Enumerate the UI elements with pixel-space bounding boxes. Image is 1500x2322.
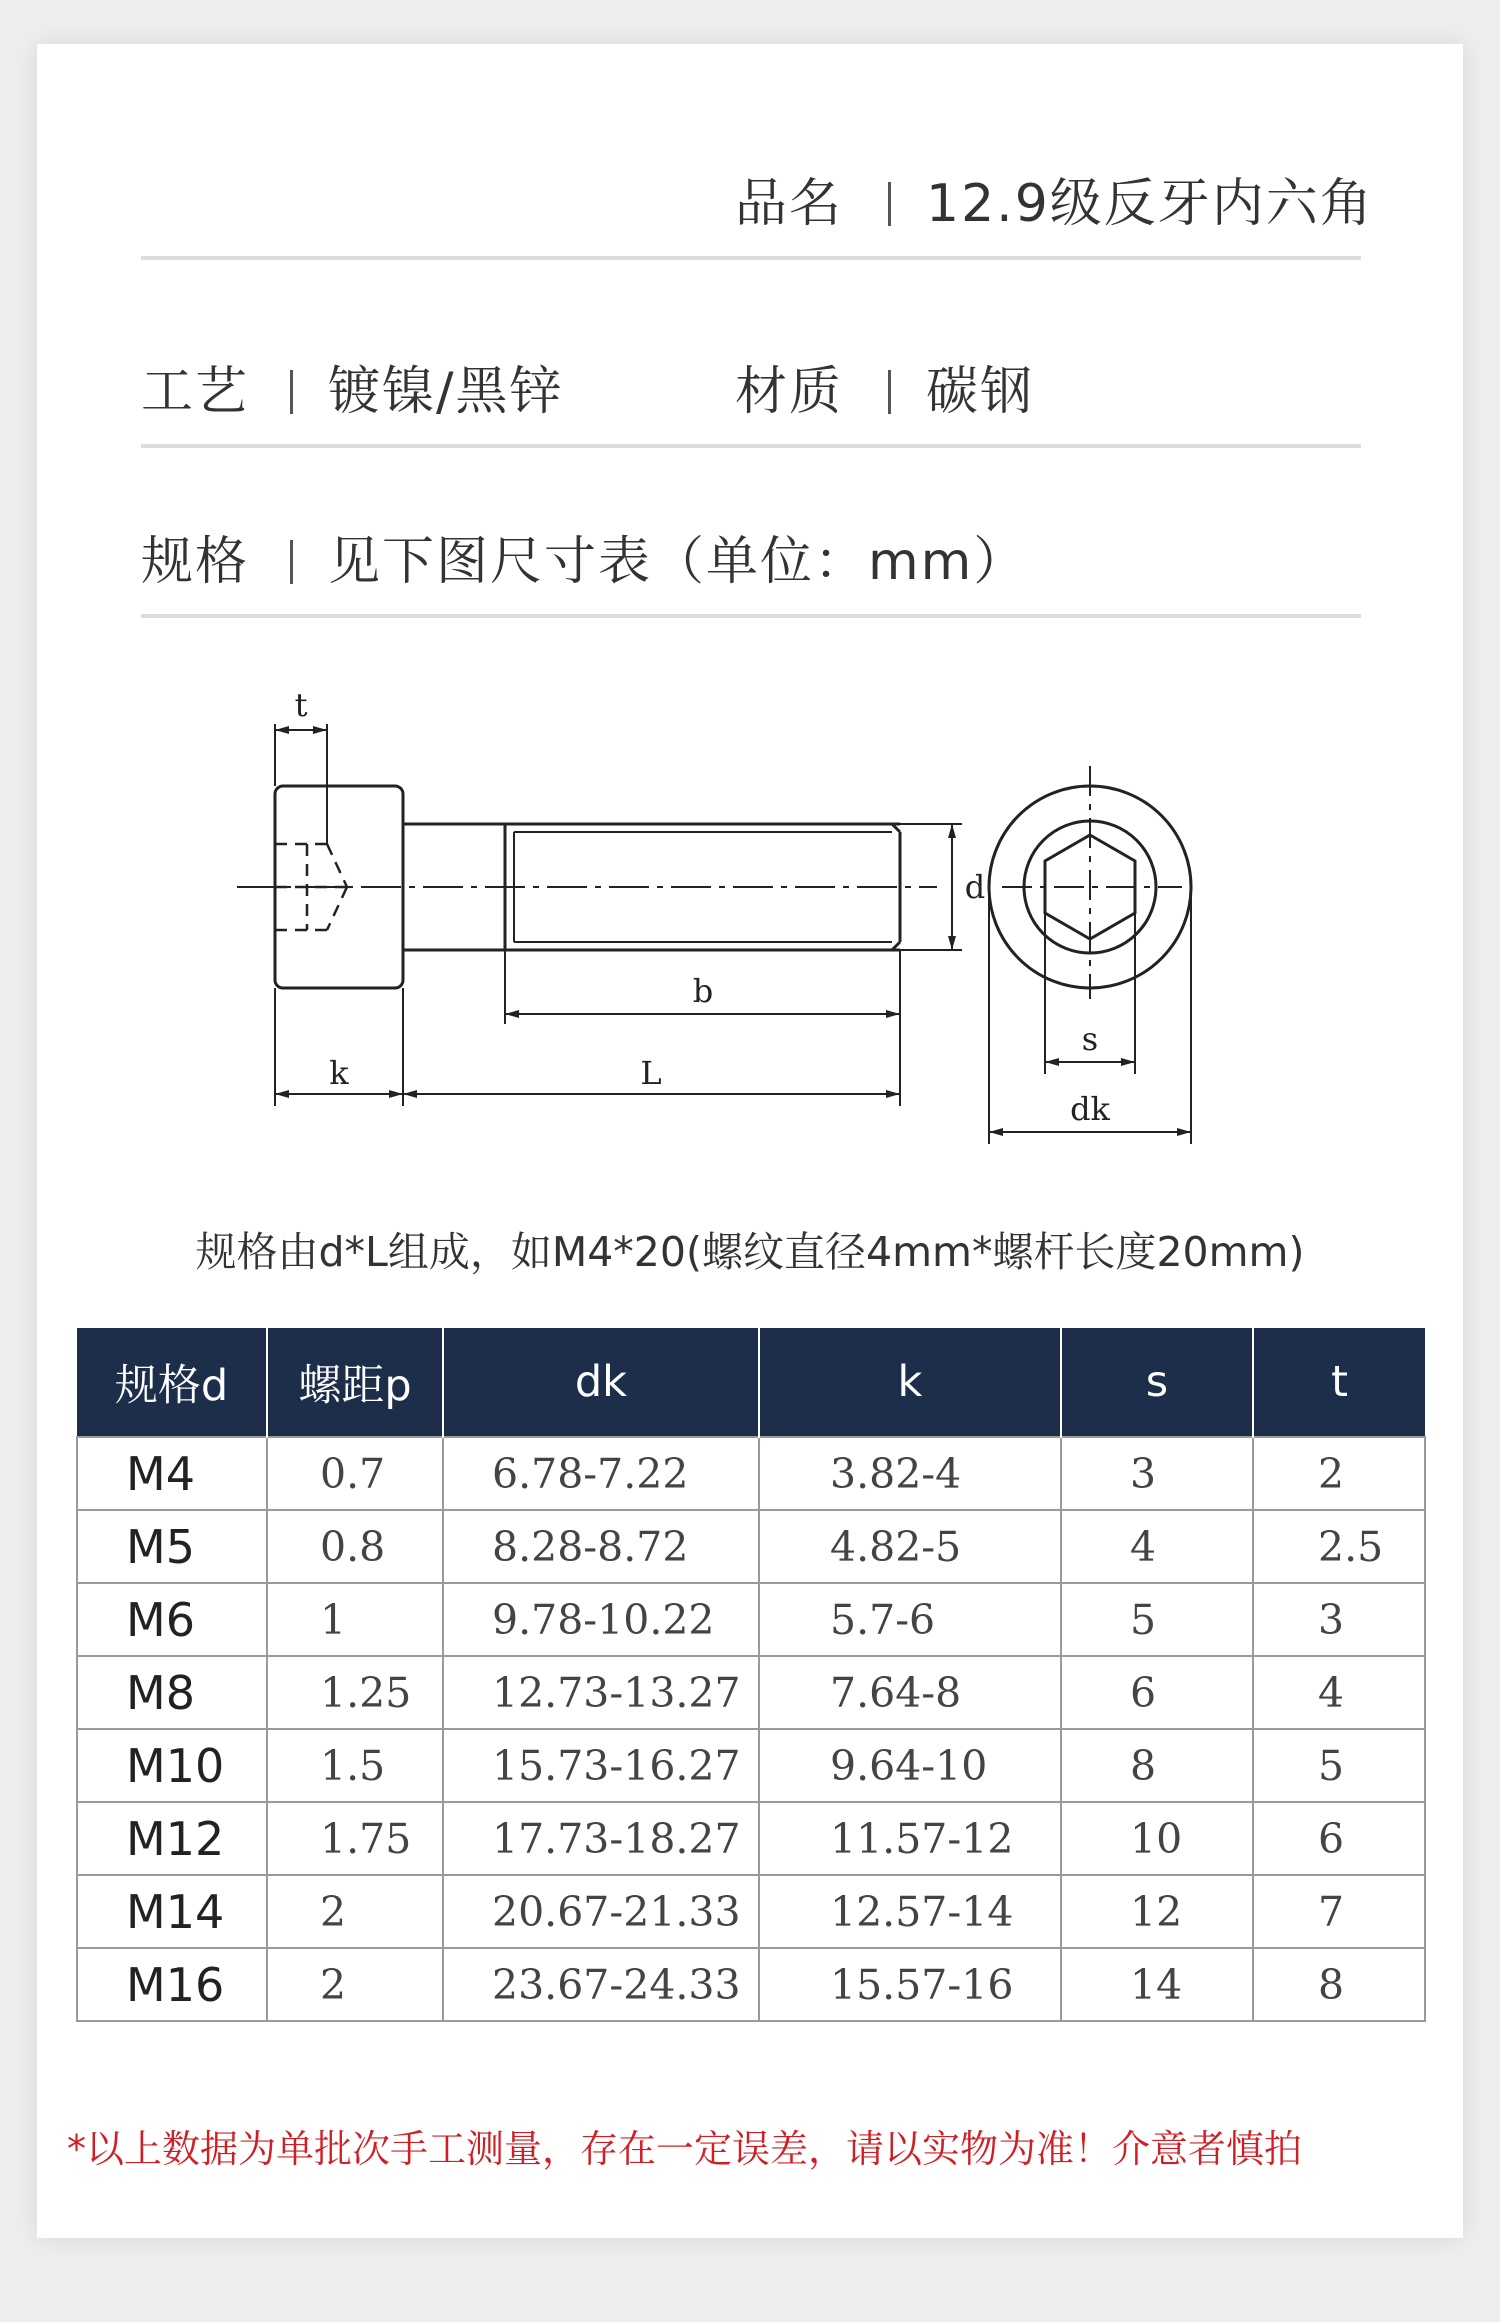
label-L: L [640, 1054, 662, 1092]
table-cell: M14 [77, 1875, 267, 1948]
table-row [77, 1729, 1425, 1802]
table-cell: 7.64-8 [759, 1656, 1061, 1729]
spec-label: 规格 [141, 532, 250, 592]
table-cell: 17.73-18.27 [443, 1802, 759, 1875]
table-cell: 15.57-16 [759, 1948, 1061, 2021]
table-cell: M8 [77, 1656, 267, 1729]
table-cell: 12 [1061, 1875, 1253, 1948]
table-cell: 1.5 [267, 1729, 443, 1802]
material-label: 材质 [735, 362, 844, 422]
spec-value: 见下图尺寸表（单位：mm） [328, 532, 1028, 592]
table-cell: 14 [1061, 1948, 1253, 2021]
table-cell: 12.57-14 [759, 1875, 1061, 1948]
table-row [77, 1948, 1425, 2021]
table-cell: 9.78-10.22 [443, 1583, 759, 1656]
table-cell: 11.57-12 [759, 1802, 1061, 1875]
table-row [77, 1510, 1425, 1583]
col-header: s [1061, 1328, 1253, 1437]
table-row [77, 1583, 1425, 1656]
table-cell: 3 [1253, 1583, 1425, 1656]
table-cell: 1.75 [267, 1802, 443, 1875]
table-cell: M6 [77, 1583, 267, 1656]
table-cell: 10 [1061, 1802, 1253, 1875]
table-cell: 8 [1253, 1948, 1425, 2021]
table-cell: 5 [1253, 1729, 1425, 1802]
table-cell: 1 [267, 1583, 443, 1656]
table-row [77, 1802, 1425, 1875]
table-cell: 0.7 [267, 1437, 443, 1510]
table-cell: M10 [77, 1729, 267, 1802]
table-cell: 5.7-6 [759, 1583, 1061, 1656]
product-name-label: 品名 [735, 174, 844, 234]
table-cell: 9.64-10 [759, 1729, 1061, 1802]
table-cell: 23.67-24.33 [443, 1948, 759, 2021]
table-cell: 20.67-21.33 [443, 1875, 759, 1948]
table-cell: 5 [1061, 1583, 1253, 1656]
table-cell: 6 [1253, 1802, 1425, 1875]
table-cell: 12.73-13.27 [443, 1656, 759, 1729]
material-value: 碳钢 [926, 362, 1035, 422]
col-header: k [759, 1328, 1061, 1437]
table-cell: 6 [1061, 1656, 1253, 1729]
label-t: t [294, 686, 308, 724]
col-header: 螺距p [267, 1328, 443, 1437]
process-value: 镀镍/黑锌 [328, 362, 564, 422]
label-s: s [1081, 1020, 1099, 1058]
table-row [77, 1437, 1425, 1510]
spec-table [76, 1328, 1426, 2022]
table-cell: 2 [267, 1948, 443, 2021]
table-cell: 4 [1253, 1656, 1425, 1729]
table-cell: 0.8 [267, 1510, 443, 1583]
dimension-arrows [275, 726, 956, 1098]
table-cell: 4 [1061, 1510, 1253, 1583]
disclaimer-note: *以上数据为单批次手工测量，存在一定误差，请以实物为准！介意者慎拍 [67, 2127, 1303, 2171]
col-header: dk [443, 1328, 759, 1437]
bolt-dimension-drawing [37, 44, 1463, 1164]
table-cell: 2.5 [1253, 1510, 1425, 1583]
product-name-value: 12.9级反牙内六角 [926, 174, 1374, 234]
table-cell: 3 [1061, 1437, 1253, 1510]
table-cell: 7 [1253, 1875, 1425, 1948]
label-d: d [964, 868, 986, 906]
table-header-row [77, 1328, 1425, 1437]
spec-caption: 规格由d*L组成，如M4*20(螺纹直径4mm*螺杆长度20mm) [195, 1228, 1305, 1276]
col-header: t [1253, 1328, 1425, 1437]
table-cell: 4.82-5 [759, 1510, 1061, 1583]
table-row [77, 1656, 1425, 1729]
process-label: 工艺 [141, 362, 250, 422]
label-k: k [329, 1054, 349, 1092]
table-cell: 1.25 [267, 1656, 443, 1729]
table-cell: M16 [77, 1948, 267, 2021]
table-cell: M12 [77, 1802, 267, 1875]
table-row [77, 1875, 1425, 1948]
table-cell: 8.28-8.72 [443, 1510, 759, 1583]
product-spec-card [37, 44, 1463, 2238]
table-cell: 6.78-7.22 [443, 1437, 759, 1510]
col-header: 规格d [77, 1328, 267, 1437]
table-cell: 2 [267, 1875, 443, 1948]
label-b: b [692, 972, 714, 1010]
table-cell: 8 [1061, 1729, 1253, 1802]
table-cell: 2 [1253, 1437, 1425, 1510]
table-cell: M5 [77, 1510, 267, 1583]
table-cell: M4 [77, 1437, 267, 1510]
bolt-end-view [989, 766, 1191, 1144]
label-dk: dk [1070, 1090, 1110, 1128]
table-cell: 3.82-4 [759, 1437, 1061, 1510]
table-cell: 15.73-16.27 [443, 1729, 759, 1802]
